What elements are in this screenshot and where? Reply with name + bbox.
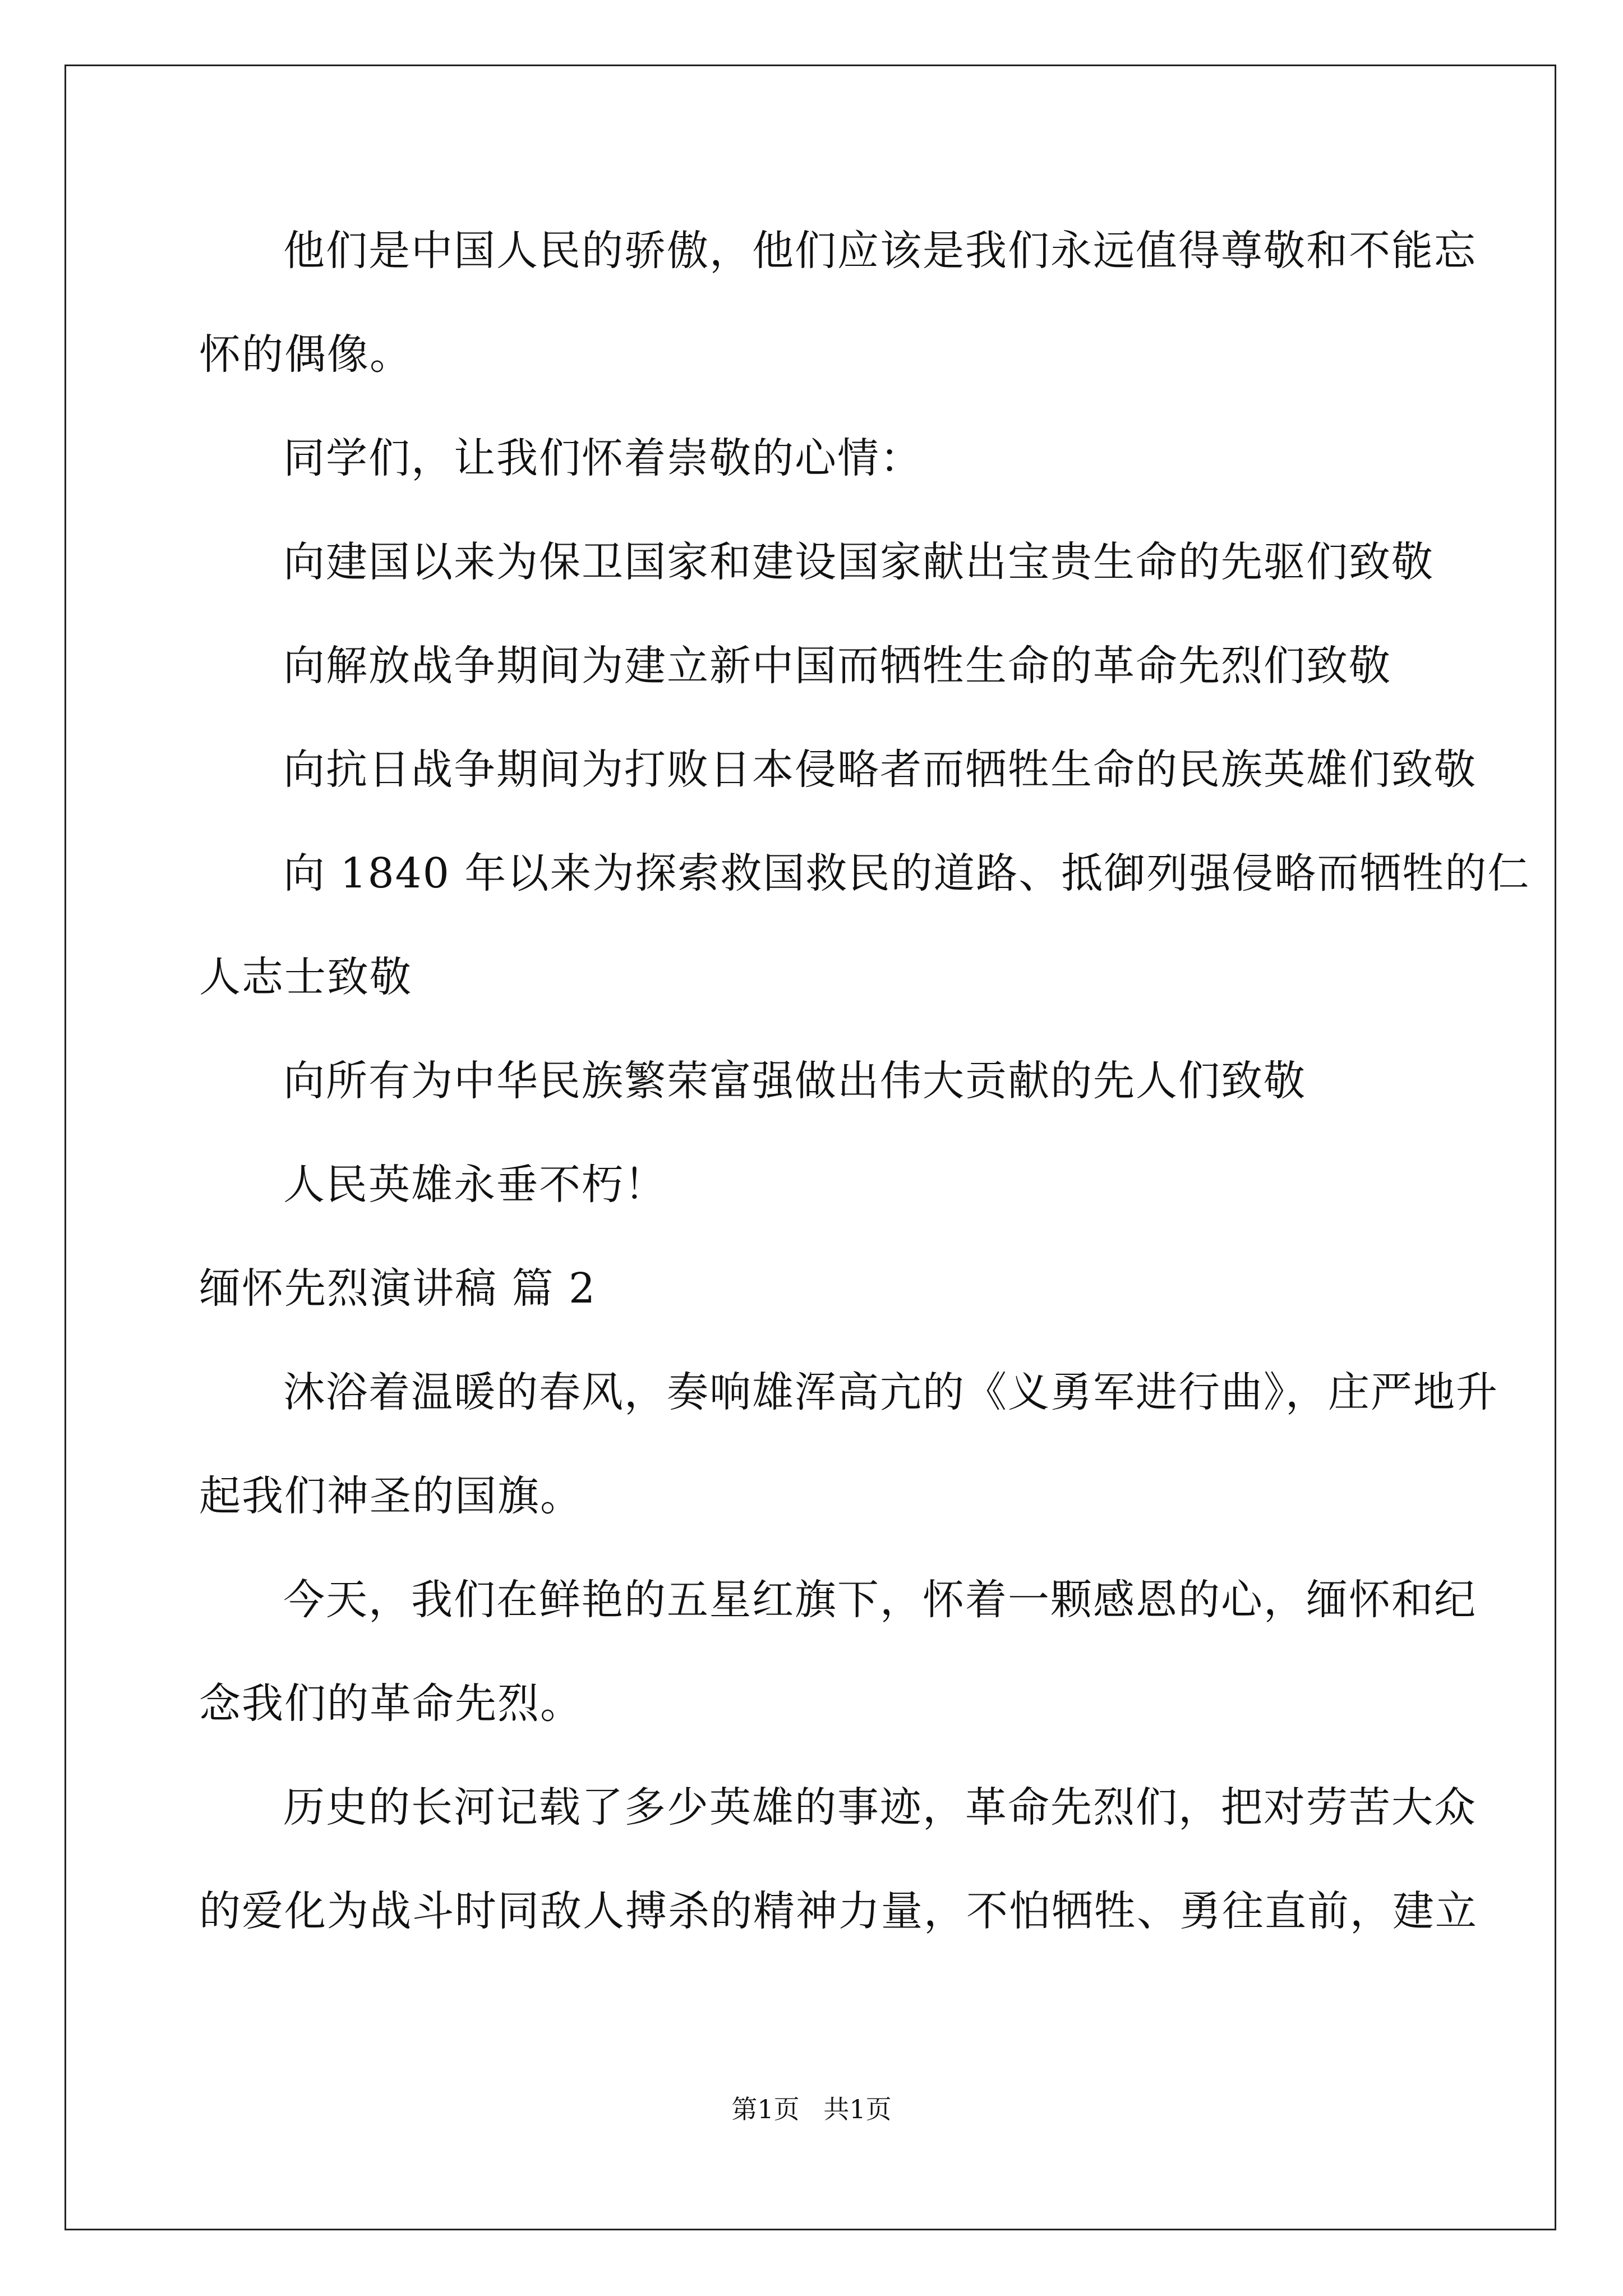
paragraph-line: 同学们，让我们怀着崇敬的心情： — [283, 434, 923, 482]
paragraph-line: 向建国以来为保卫国家和建设国家献出宝贵生命的先驱们致敬 — [283, 538, 1434, 586]
page-footer — [0, 2092, 1623, 2126]
paragraph-line: 沐浴着温暖的春风，奏响雄浑高亢的《义勇军进行曲》，庄严地升 — [283, 1368, 1498, 1416]
document-body — [199, 199, 1530, 1963]
page-number-total: 共1页 — [823, 2094, 892, 2124]
paragraph-line: 向解放战争期间为建立新中国而牺牲生命的革命先烈们致敬 — [283, 642, 1391, 690]
paragraph-line: 人志士致敬 — [199, 953, 412, 1001]
paragraph-line: 向所有为中华民族繁荣富强做出伟大贡献的先人们致敬 — [283, 1057, 1306, 1105]
page-number-current: 第1页 — [731, 2094, 800, 2124]
paragraph-line: 怀的偶像。 — [199, 330, 412, 379]
paragraph-line: 的爱化为战斗时同敌人搏杀的精神力量，不怕牺牲、勇往直前，建立 — [199, 1887, 1478, 1935]
paragraph-line: 起我们神圣的国旗。 — [199, 1472, 583, 1520]
section-heading: 缅怀先烈演讲稿 篇 2 — [199, 1264, 597, 1313]
paragraph-line: 他们是中国人民的骄傲，他们应该是我们永远值得尊敬和不能忘 — [283, 227, 1477, 275]
paragraph-line: 历史的长河记载了多少英雄的事迹，革命先烈们，把对劳苦大众 — [283, 1783, 1477, 1832]
paragraph-line: 人民英雄永垂不朽！ — [283, 1161, 667, 1209]
paragraph-line: 今天，我们在鲜艳的五星红旗下，怀着一颗感恩的心，缅怀和纪 — [283, 1576, 1477, 1624]
paragraph-line: 向 1840 年以来为探索救国救民的道路、抵御列强侵略而牺牲的仁 — [283, 849, 1530, 898]
paragraph-line: 向抗日战争期间为打败日本侵略者而牺牲生命的民族英雄们致敬 — [283, 746, 1477, 794]
paragraph-line: 念我们的革命先烈。 — [199, 1680, 583, 1728]
